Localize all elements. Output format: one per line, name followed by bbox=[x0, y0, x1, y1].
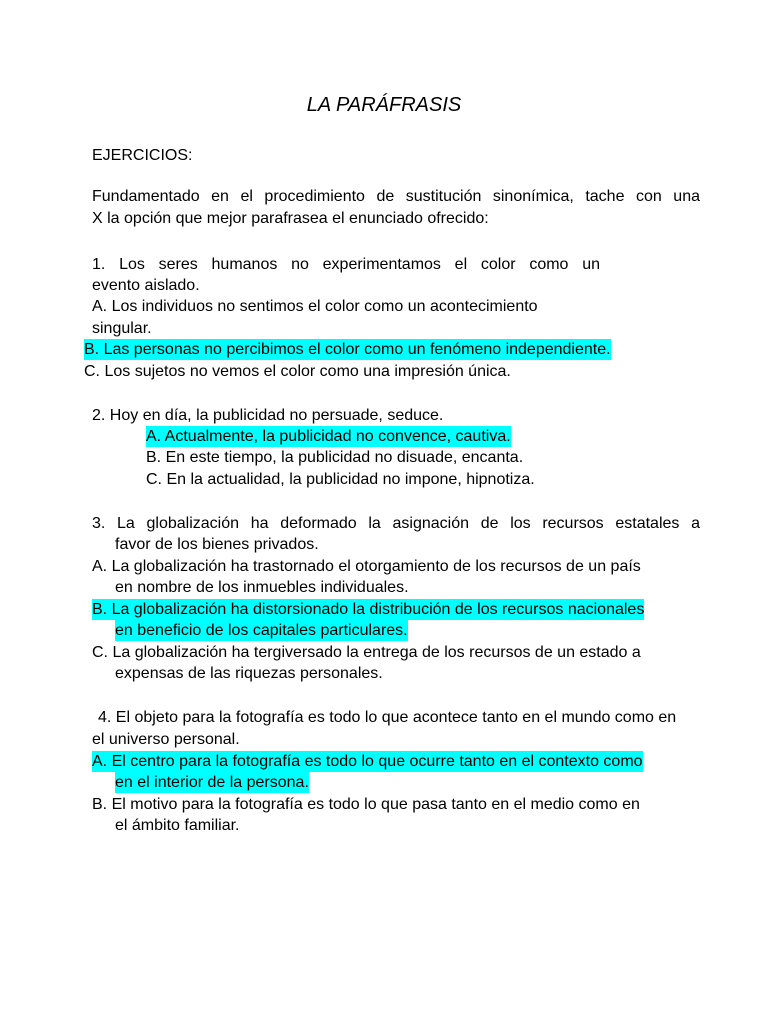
exercise-1-statement: evento aislado. bbox=[92, 277, 200, 294]
exercise-1-statement: 1. Los seres humanos no experimentamos el color como un bbox=[92, 256, 600, 273]
exercise-3-option-c: expensas de las riquezas personales. bbox=[115, 665, 383, 682]
exercise-2-option-a: A. Actualmente, la publicidad no convence, cautiva. bbox=[146, 428, 511, 445]
exercise-2-option-c: C. En la actualidad, la publicidad no impone, hipnotiza. bbox=[146, 471, 535, 488]
instructions-line: X la opción que mejor parafrasea el enunciado ofrecido: bbox=[92, 210, 489, 227]
exercise-1-option-c: C. Los sujetos no vemos el color como una impresión única. bbox=[84, 363, 511, 380]
section-heading: EJERCICIOS: bbox=[92, 147, 193, 164]
exercise-4-option-b: el ámbito familiar. bbox=[115, 817, 240, 834]
exercise-1-option-a: A. Los individuos no sentimos el color como un acontecimiento bbox=[92, 298, 538, 315]
exercise-1-option-b: B. Las personas no percibimos el color como un fenómeno independiente. bbox=[84, 341, 611, 358]
exercise-4-statement: 4. El objeto para la fotografía es todo lo que acontece tanto en el mundo como en bbox=[98, 709, 677, 726]
exercise-3-option-c: C. La globalización ha tergiversado la entrega de los recursos de un estado a bbox=[92, 644, 641, 661]
exercise-3-option-b: B. La globalización ha distorsionado la distribución de los recursos nacionales bbox=[92, 601, 645, 618]
exercise-3-option-a: A. La globalización ha trastornado el otorgamiento de los recursos de un país bbox=[92, 558, 641, 575]
exercise-3-statement: favor de los bienes privados. bbox=[115, 536, 319, 553]
exercise-4-statement: el universo personal. bbox=[92, 731, 240, 748]
exercise-3-option-b: en beneficio de los capitales particulares. bbox=[115, 622, 408, 639]
instructions-line: Fundamentado en el procedimiento de sustitución sinonímica, tache con una bbox=[92, 188, 700, 205]
exercise-3-statement: 3. La globalización ha deformado la asignación de los recursos estatales a bbox=[92, 515, 700, 532]
exercise-2-statement: 2. Hoy en día, la publicidad no persuade, seduce. bbox=[92, 407, 444, 424]
exercise-1-option-a: singular. bbox=[92, 320, 152, 337]
page-title: LA PARÁFRASIS bbox=[306, 94, 462, 116]
exercise-4-option-a: en el interior de la persona. bbox=[115, 774, 309, 791]
exercise-2-option-b: B. En este tiempo, la publicidad no disuade, encanta. bbox=[146, 449, 524, 466]
exercise-3-option-a: en nombre de los inmuebles individuales. bbox=[115, 579, 409, 596]
exercise-4-option-b: B. El motivo para la fotografía es todo lo que pasa tanto en el medio como en bbox=[92, 796, 640, 813]
exercise-4-option-a: A. El centro para la fotografía es todo lo que ocurre tanto en el contexto como bbox=[92, 753, 643, 770]
